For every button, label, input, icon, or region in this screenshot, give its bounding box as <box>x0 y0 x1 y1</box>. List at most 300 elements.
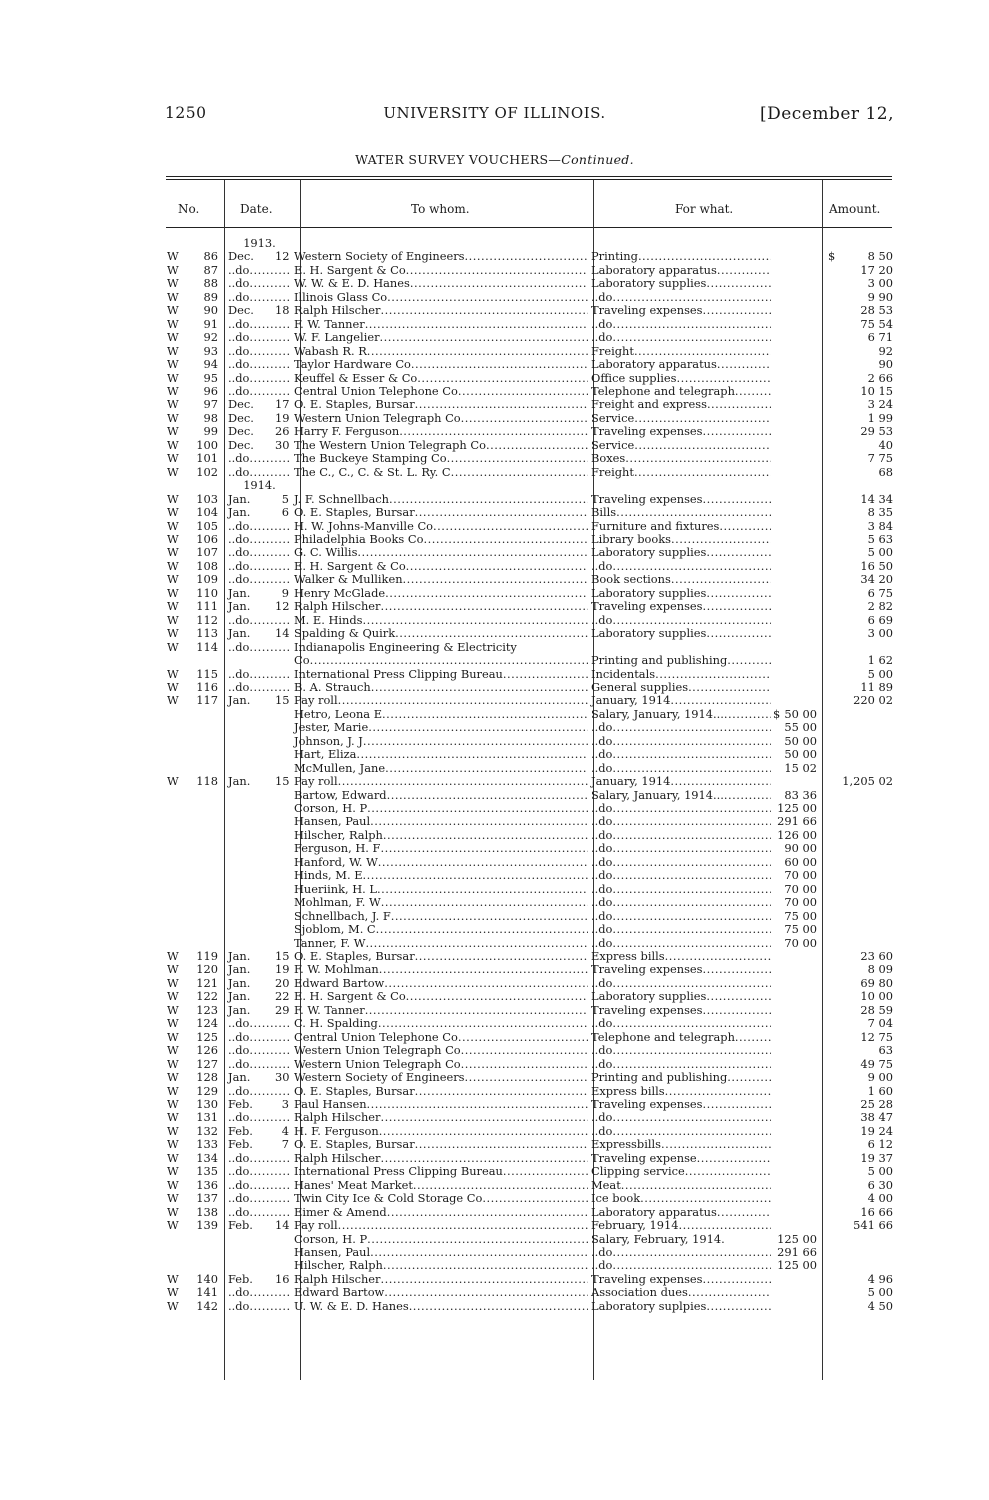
voucher-prefix <box>165 748 185 761</box>
date-day: 6 <box>281 506 289 520</box>
date-month: ..do ..... <box>224 520 291 533</box>
date-day <box>275 1233 291 1246</box>
payee: Hilscher, Ralph ..... <box>291 1259 588 1272</box>
voucher-number: 87 <box>203 263 218 277</box>
sub-amount <box>771 318 820 331</box>
sub-amount: 90 00 <box>784 842 817 856</box>
payee: Corson, H. P ..... <box>291 1233 588 1246</box>
date-day <box>275 802 291 815</box>
voucher-prefix: W <box>167 1272 179 1286</box>
sub-amount: 291 66 <box>777 815 817 829</box>
date-month: ..do ..... <box>224 1058 291 1071</box>
amount: 4 00 <box>867 1192 893 1206</box>
date-month: ..do ..... <box>224 345 291 358</box>
voucher-number: 99 <box>203 425 218 439</box>
sub-amount <box>771 372 820 385</box>
payee: Sjoblom, M. C ..... <box>291 923 588 936</box>
table-row <box>165 573 895 586</box>
header-rule-top <box>166 176 892 177</box>
date-month: Dec. <box>228 438 254 452</box>
date-month: Jan. <box>228 775 251 789</box>
table-row <box>165 318 895 331</box>
voucher-number <box>185 842 224 855</box>
date-month: Jan. <box>228 950 251 964</box>
payee: E. H. Sargent & Co ..... <box>291 264 588 277</box>
amount: 3 00 <box>867 627 893 641</box>
voucher-number: 95 <box>203 371 218 385</box>
amount: 19 37 <box>860 1151 893 1165</box>
amount <box>820 641 895 654</box>
date-month: ..do ..... <box>224 358 291 371</box>
sub-amount <box>771 950 820 963</box>
sub-amount <box>771 1206 820 1219</box>
amount <box>820 896 895 909</box>
date-month: Jan. <box>228 976 251 990</box>
sub-amount: 83 36 <box>784 788 817 802</box>
table-row <box>165 923 895 936</box>
payee: Central Union Telephone Co ..... <box>291 1031 588 1044</box>
sub-amount <box>771 520 820 533</box>
purpose: Freight ..... <box>588 466 771 479</box>
date-day <box>275 842 291 855</box>
purpose: ..do ..... <box>588 856 771 869</box>
voucher-prefix <box>165 923 185 936</box>
purpose: Office supplies ..... <box>588 372 771 385</box>
date-month <box>224 923 275 936</box>
page-number: 1250 <box>165 104 207 122</box>
voucher-number <box>185 910 224 923</box>
payee: F. W. Tanner ..... <box>291 1004 588 1017</box>
date-month: Dec. <box>228 250 254 264</box>
payee: Ralph Hilscher ..... <box>291 1111 588 1124</box>
date-day <box>275 748 291 761</box>
date-day <box>275 708 291 721</box>
voucher-number: 91 <box>203 317 218 331</box>
voucher-prefix: W <box>167 506 179 520</box>
amount: 16 50 <box>860 559 893 573</box>
voucher-number <box>185 708 224 721</box>
amount <box>820 1259 895 1272</box>
sub-amount <box>771 614 820 627</box>
voucher-prefix: W <box>167 640 179 654</box>
sub-amount <box>771 412 820 425</box>
sub-amount: 50 00 <box>784 748 817 762</box>
purpose: ..do ..... <box>588 291 771 304</box>
amount: 68 <box>878 465 893 479</box>
amount: 28 59 <box>860 1003 893 1017</box>
amount <box>820 708 895 721</box>
amount <box>820 762 895 775</box>
amount: 7 04 <box>867 1017 893 1031</box>
date-day: 4 <box>281 1124 289 1138</box>
date-day <box>275 923 291 936</box>
amount <box>820 1233 895 1246</box>
voucher-number <box>185 762 224 775</box>
date-day: 12 <box>275 250 290 264</box>
sub-amount: 125 00 <box>777 1259 817 1273</box>
purpose: General supplies ..... <box>588 681 771 694</box>
amount: 38 47 <box>860 1111 893 1125</box>
voucher-prefix: W <box>167 277 179 291</box>
table-row <box>165 977 895 990</box>
amount: 28 53 <box>860 304 893 318</box>
voucher-prefix: W <box>167 950 179 964</box>
table-row <box>165 694 895 707</box>
amount <box>820 883 895 896</box>
voucher-number <box>185 869 224 882</box>
amount: 8 35 <box>867 506 893 520</box>
header-rule-top-2 <box>166 179 892 180</box>
sub-amount <box>771 1031 820 1044</box>
sub-amount: 70 00 <box>784 882 817 896</box>
purpose: Traveling expenses ..... <box>588 600 771 613</box>
date-day <box>275 1259 291 1272</box>
voucher-prefix: W <box>167 1151 179 1165</box>
amount: 40 <box>878 438 893 452</box>
header-rule-bottom <box>166 227 892 228</box>
payee: B. A. Strauch ..... <box>291 681 588 694</box>
table-row <box>165 425 895 438</box>
date-month <box>224 1246 275 1259</box>
voucher-prefix: W <box>167 963 179 977</box>
payee: E. H. Sargent & Co ..... <box>291 560 588 573</box>
voucher-number: 122 <box>196 990 218 1004</box>
sub-amount <box>771 654 820 667</box>
sub-amount: 60 00 <box>784 855 817 869</box>
payee: McMullen, Jane ..... <box>291 762 588 775</box>
purpose: ..do ..... <box>588 883 771 896</box>
date-month: ..do ..... <box>224 385 291 398</box>
voucher-number: 93 <box>203 344 218 358</box>
voucher-prefix <box>165 896 185 909</box>
payee: Indianapolis Engineering & Electricity <box>294 640 517 654</box>
sub-amount <box>771 1179 820 1192</box>
voucher-prefix: W <box>167 452 179 466</box>
date-month: Jan. <box>228 627 251 641</box>
date-month: Jan. <box>228 506 251 520</box>
purpose: Salary, January, 1914... ..... <box>588 708 771 721</box>
date-day <box>275 1246 291 1259</box>
date-month: Jan. <box>228 1003 251 1017</box>
purpose: ..do ..... <box>588 748 771 761</box>
purpose: ..do ..... <box>588 614 771 627</box>
amount: 49 75 <box>860 1057 893 1071</box>
date-month: ..do ..... <box>224 1085 291 1098</box>
voucher-prefix <box>165 910 185 923</box>
voucher-prefix <box>165 802 185 815</box>
voucher-number <box>185 883 224 896</box>
purpose: Laboratory apparatus ..... <box>588 264 771 277</box>
amount <box>820 802 895 815</box>
voucher-number <box>185 802 224 815</box>
payee: W. W. & E. D. Hanes ..... <box>291 277 588 290</box>
date-month <box>224 937 275 950</box>
sub-amount <box>771 1300 820 1313</box>
payee: Ralph Hilscher ..... <box>291 1152 588 1165</box>
payee: The Buckeye Stamping Co ..... <box>291 452 588 465</box>
table-row <box>165 439 895 452</box>
date-month <box>224 815 275 828</box>
voucher-prefix <box>165 1259 185 1272</box>
sub-amount: 125 00 <box>777 1232 817 1246</box>
date-month: ..do ..... <box>224 573 291 586</box>
amount: 4 96 <box>867 1272 893 1286</box>
sub-amount <box>771 345 820 358</box>
purpose: ..do ..... <box>588 1125 771 1138</box>
payee: Corson, H. P ..... <box>291 802 588 815</box>
date-day <box>275 910 291 923</box>
amount: 9 00 <box>867 1071 893 1085</box>
voucher-number: 139 <box>196 1219 218 1233</box>
section-title: WATER SURVEY VOUCHERS—Continued. <box>355 152 634 167</box>
date-month: Jan. <box>228 492 251 506</box>
payee: Hueriink, H. L ..... <box>291 883 588 896</box>
voucher-prefix: W <box>167 358 179 372</box>
date-month <box>224 708 275 721</box>
voucher-prefix <box>165 1233 185 1246</box>
date-month: ..do ..... <box>224 277 291 290</box>
voucher-number: 105 <box>196 519 218 533</box>
sub-amount: 126 00 <box>777 828 817 842</box>
sub-amount <box>771 546 820 559</box>
voucher-number: 88 <box>203 277 218 291</box>
table-row <box>165 600 895 613</box>
year-label: 1913. <box>243 237 276 250</box>
voucher-prefix <box>165 708 185 721</box>
voucher-number: 114 <box>196 640 218 654</box>
voucher-number <box>185 896 224 909</box>
table-row <box>165 856 895 869</box>
amount: 3 24 <box>867 398 893 412</box>
voucher-prefix <box>165 735 185 748</box>
payee: E. H. Sargent & Co ..... <box>291 990 588 1003</box>
table-row <box>165 829 895 842</box>
amount: 9 90 <box>867 290 893 304</box>
voucher-number: 108 <box>196 559 218 573</box>
amount: 12 75 <box>860 1030 893 1044</box>
payee: Hart, Eliza ..... <box>291 748 588 761</box>
sub-amount <box>771 277 820 290</box>
year-row <box>165 479 895 492</box>
amount: 5 00 <box>867 1286 893 1300</box>
payee: Hanes' Meat Market ..... <box>291 1179 588 1192</box>
date-day <box>275 937 291 950</box>
payee: M. E. Hinds ..... <box>291 614 588 627</box>
voucher-number: 130 <box>196 1098 218 1111</box>
date-day: 30 <box>275 438 290 452</box>
amount <box>820 923 895 936</box>
payee: Hansen, Paul ..... <box>291 815 588 828</box>
purpose: Expressbills ..... <box>588 1138 771 1151</box>
payee: Pay roll ..... <box>291 1219 588 1232</box>
sub-amount <box>771 533 820 546</box>
sub-amount <box>771 641 820 654</box>
voucher-number: 135 <box>196 1165 218 1179</box>
payee: The C., C., C. & St. L. Ry. C ..... <box>291 466 588 479</box>
voucher-number: 113 <box>196 627 218 641</box>
sub-amount <box>771 1017 820 1030</box>
amount <box>820 842 895 855</box>
voucher-number <box>185 748 224 761</box>
purpose: ..do ..... <box>588 560 771 573</box>
payee: Ferguson, H. F ..... <box>291 842 588 855</box>
amount: 14 34 <box>860 492 893 506</box>
purpose: Telephone and telegraph ..... <box>588 1031 771 1044</box>
voucher-prefix: W <box>167 680 179 694</box>
payee: Edward Bartow ..... <box>291 1286 588 1299</box>
purpose: Laboratory apparatus ..... <box>588 1206 771 1219</box>
col-header-no: No. <box>178 202 200 216</box>
table-row <box>165 627 895 640</box>
voucher-prefix <box>165 869 185 882</box>
voucher-number: 86 <box>203 250 218 264</box>
sub-amount <box>771 264 820 277</box>
date-month: Dec. <box>228 398 254 412</box>
table-row <box>165 466 895 479</box>
date-month: ..do ..... <box>224 291 291 304</box>
date-day: 3 <box>281 1098 289 1111</box>
voucher-number: 138 <box>196 1205 218 1219</box>
voucher-number <box>185 937 224 950</box>
payee: Mohlman, F. W ..... <box>291 896 588 909</box>
payee: International Press Clipping Bureau ..... <box>291 1165 588 1178</box>
table-row <box>165 937 895 950</box>
amount: 8 09 <box>867 963 893 977</box>
date-month: Feb. <box>228 1272 253 1286</box>
voucher-prefix <box>165 937 185 950</box>
payee: Eimer & Amend ..... <box>291 1206 588 1219</box>
purpose: ..do ..... <box>588 802 771 815</box>
voucher-number <box>185 923 224 936</box>
date-day: 19 <box>275 411 290 425</box>
voucher-number: 124 <box>196 1017 218 1031</box>
table-row <box>165 1206 895 1219</box>
voucher-prefix: W <box>167 304 179 318</box>
sub-amount <box>771 600 820 613</box>
sub-amount <box>771 385 820 398</box>
table-row <box>165 1165 895 1178</box>
voucher-number: 120 <box>196 963 218 977</box>
date-month <box>224 721 275 734</box>
purpose: Laboratory supplies ..... <box>588 277 771 290</box>
col-header-to-whom: To whom. <box>411 202 470 216</box>
date-month: ..do ..... <box>224 1206 291 1219</box>
date-day: 18 <box>275 304 290 318</box>
date-month: ..do ..... <box>224 681 291 694</box>
sub-amount: 75 00 <box>784 909 817 923</box>
date-month: Feb. <box>228 1138 253 1152</box>
amount: 10 15 <box>860 384 893 398</box>
date-month <box>224 896 275 909</box>
payee: Pay roll ..... <box>291 694 588 707</box>
voucher-prefix: W <box>167 775 179 789</box>
voucher-number: 123 <box>196 1003 218 1017</box>
date-month <box>224 829 275 842</box>
voucher-number: 128 <box>196 1071 218 1085</box>
voucher-prefix: W <box>167 559 179 573</box>
table-row <box>165 385 895 398</box>
payee: Central Union Telephone Co ..... <box>291 385 588 398</box>
voucher-prefix <box>165 789 185 802</box>
voucher-number: 111 <box>196 600 218 614</box>
payee: Walker & Mulliken ..... <box>291 573 588 586</box>
date-day <box>275 815 291 828</box>
voucher-number: 117 <box>196 694 218 708</box>
voucher-prefix <box>165 1246 185 1259</box>
payee: The Western Union Telegraph Co ..... <box>291 439 588 452</box>
voucher-number: 106 <box>196 532 218 546</box>
table-row <box>165 1058 895 1071</box>
table-row <box>165 721 895 734</box>
table-row <box>165 708 895 721</box>
date-month: ..do ..... <box>224 1031 291 1044</box>
payee: Ralph Hilscher ..... <box>291 304 588 317</box>
table-row <box>165 1098 895 1111</box>
date-month <box>224 802 275 815</box>
table-row <box>165 668 895 681</box>
amount: 2 82 <box>867 600 893 614</box>
voucher-number: 109 <box>196 573 218 587</box>
payee: Western Society of Engineers ..... <box>291 1071 588 1084</box>
amount: 75 54 <box>860 317 893 331</box>
amount: 5 00 <box>867 546 893 560</box>
purpose: ..do ..... <box>588 762 771 775</box>
amount: 29 53 <box>860 425 893 439</box>
payee: International Press Clipping Bureau ..... <box>291 668 588 681</box>
voucher-number: 94 <box>203 358 218 372</box>
table-row <box>165 614 895 627</box>
purpose: ..do ..... <box>588 896 771 909</box>
date-day: 22 <box>275 990 290 1004</box>
date-day <box>275 856 291 869</box>
voucher-prefix: W <box>167 1138 179 1152</box>
date-month: ..do ..... <box>224 546 291 559</box>
date-day <box>275 883 291 896</box>
purpose: ..do ..... <box>588 1017 771 1030</box>
voucher-number <box>185 1246 224 1259</box>
voucher-prefix: W <box>167 1205 179 1219</box>
table-row <box>165 1179 895 1192</box>
sub-amount <box>771 250 820 263</box>
voucher-prefix: W <box>167 627 179 641</box>
voucher-number <box>185 815 224 828</box>
year-label: 1914. <box>243 479 276 493</box>
date-month: Feb. <box>228 1124 253 1138</box>
payee: Hinds, M. E ..... <box>291 869 588 882</box>
sub-amount <box>771 1044 820 1057</box>
voucher-number: 102 <box>196 465 218 479</box>
table-row <box>165 1192 895 1205</box>
sub-amount <box>771 668 820 681</box>
amount: 1 62 <box>867 654 893 668</box>
table-row <box>165 641 895 654</box>
purpose: ..do ..... <box>588 721 771 734</box>
purpose: Furniture and fixtures ..... <box>588 520 771 533</box>
purpose <box>588 641 771 654</box>
purpose: ..do ..... <box>588 829 771 842</box>
payee: Edward Bartow ..... <box>291 977 588 990</box>
table-row <box>165 896 895 909</box>
voucher-number: 115 <box>196 667 218 681</box>
date-day: 26 <box>275 425 290 439</box>
amount: 5 63 <box>867 532 893 546</box>
amount: 6 12 <box>867 1138 893 1152</box>
table-row <box>165 250 895 263</box>
purpose: Traveling expenses ..... <box>588 1273 771 1286</box>
payee: Hanford, W. W ..... <box>291 856 588 869</box>
purpose: Laboratory supplies ..... <box>588 990 771 1003</box>
voucher-prefix <box>165 762 185 775</box>
